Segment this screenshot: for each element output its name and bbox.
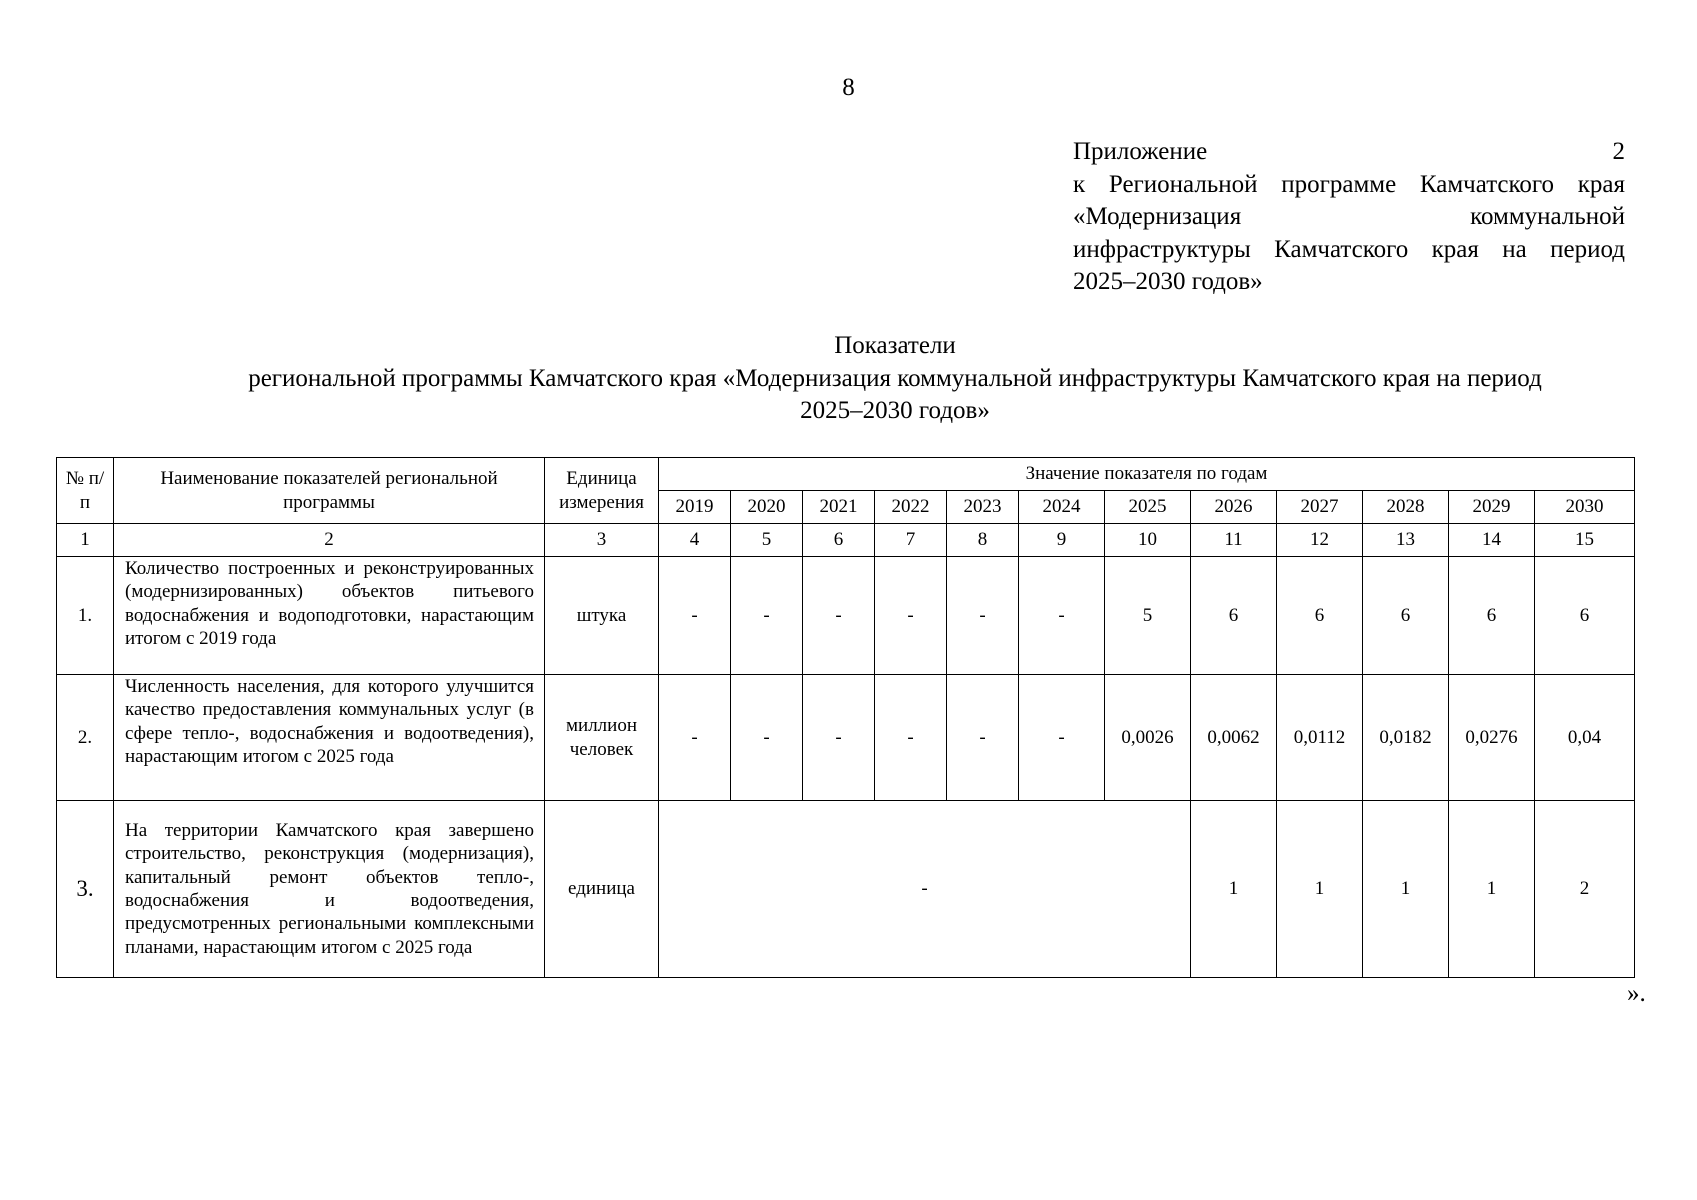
title-line: Показатели [834,332,956,359]
row-merged-value: - [659,801,1191,978]
row-value: 6 [1277,557,1363,675]
appendix-line: 2025–2030 годов» [1073,268,1263,295]
row-value: 0,0062 [1191,675,1277,801]
row-value: - [803,675,875,801]
header-year: 2030 [1535,491,1635,524]
row-value: - [1019,675,1105,801]
column-number: 10 [1105,524,1191,557]
row-unit: штука [545,557,659,675]
column-number: 8 [947,524,1019,557]
row-value: - [659,675,731,801]
appendix-header [1073,136,1625,299]
title-line: 2025–2030 годов» [800,397,990,424]
row-value: 1 [1449,801,1535,978]
column-number: 7 [875,524,947,557]
header-year: 2026 [1191,491,1277,524]
header-row [57,458,1635,491]
table-row [57,675,1635,801]
header-year: 2029 [1449,491,1535,524]
row-value: 1 [1277,801,1363,978]
column-number: 6 [803,524,875,557]
row-name: На территории Камчатского края завершено строительство, реконструкция (модернизация), капитальный ремонт объектов тепло-, водоснабжения и водоотведения, предусмотренных региональными комплексными планами, нарастающим итогом с 2025 года [114,801,545,978]
header-year: 2021 [803,491,875,524]
row-number: 2. [57,675,114,801]
header-name: Наименование показателей региональной программы [114,458,545,524]
column-number: 13 [1363,524,1449,557]
column-number: 1 [57,524,114,557]
row-value: 6 [1449,557,1535,675]
header-number: № п/п [57,458,114,524]
row-value: 1 [1191,801,1277,978]
row-value: - [731,557,803,675]
row-value: 5 [1105,557,1191,675]
row-number: 3. [57,801,114,978]
appendix-line: «Модернизация коммунальной [1073,203,1625,230]
header-year: 2024 [1019,491,1105,524]
row-unit: единица [545,801,659,978]
header-year: 2025 [1105,491,1191,524]
row-value: 0,0182 [1363,675,1449,801]
column-number: 15 [1535,524,1635,557]
row-value: 0,0112 [1277,675,1363,801]
header-year: 2020 [731,491,803,524]
table-row [57,557,1635,675]
page-number: 8 [842,74,855,101]
row-value: 0,04 [1535,675,1635,801]
row-value: 2 [1535,801,1635,978]
row-value: - [1019,557,1105,675]
appendix-line: к Региональной программе Камчатского края [1073,170,1625,198]
column-number: 4 [659,524,731,557]
row-value: 0,0026 [1105,675,1191,801]
header-year: 2022 [875,491,947,524]
row-name: Численность населения, для которого улучшится качество предоставления коммунальных услуг (в сфере тепло-, водоснабжения и водоотведения), нарастающим итогом с 2025 года [114,675,545,801]
row-value: - [947,675,1019,801]
title-line: региональной программы Камчатского края «Модернизация коммунальной инфраструктуры Камчатского края на период [248,364,1542,392]
row-value: 1 [1363,801,1449,978]
row-value: - [875,675,947,801]
header-year: 2027 [1277,491,1363,524]
header-values-group: Значение показателя по годам [659,458,1635,491]
column-number: 12 [1277,524,1363,557]
row-value: - [947,557,1019,675]
header-unit: Единица измерения [545,458,659,524]
row-value: 6 [1191,557,1277,675]
column-number: 9 [1019,524,1105,557]
row-value: - [875,557,947,675]
row-value: - [803,557,875,675]
row-value: - [731,675,803,801]
row-number: 1. [57,557,114,675]
table-row [57,801,1635,978]
document-title [150,330,1640,428]
column-number: 3 [545,524,659,557]
header-year: 2019 [659,491,731,524]
column-numbers-row [57,524,1635,557]
row-value: - [659,557,731,675]
header-year: 2023 [947,491,1019,524]
column-number: 14 [1449,524,1535,557]
row-value: 0,0276 [1449,675,1535,801]
row-value: 6 [1363,557,1449,675]
row-value: 6 [1535,557,1635,675]
row-name: Количество построенных и реконструированных (модернизированных) объектов питьевого водоснабжения и водоподготовки, нарастающим итогом с 2019 года [114,557,545,675]
appendix-line: инфраструктуры Камчатского края на период [1073,235,1625,263]
row-unit: миллион человек [545,675,659,801]
appendix-line: Приложение 2 [1073,138,1625,165]
header-year: 2028 [1363,491,1449,524]
indicators-table [56,457,1635,978]
column-number: 11 [1191,524,1277,557]
column-number: 5 [731,524,803,557]
column-number: 2 [114,524,545,557]
closing-quote: ». [1627,980,1646,1007]
